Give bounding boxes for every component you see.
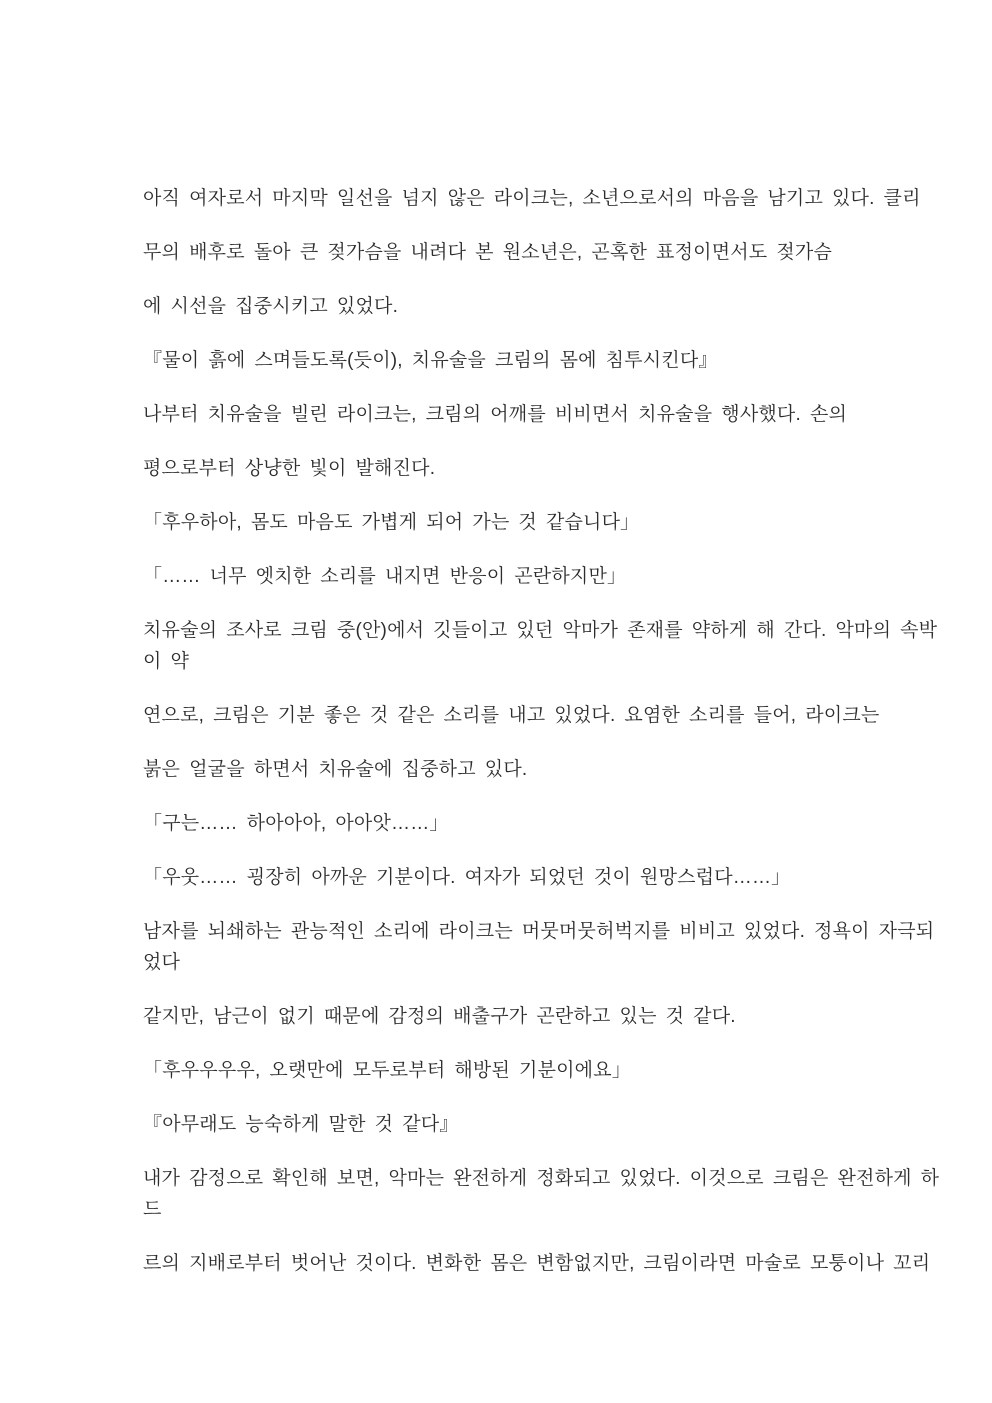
paragraph	[143, 183, 921, 214]
paragraph	[143, 862, 874, 893]
paragraph	[143, 1163, 940, 1225]
paragraph-line: 「…… 너무 엣치한 소리를 내지면 반응이 곤란하지만」	[143, 566, 627, 587]
paragraph-line: 나부터 치유술을 빌린 라이크는, 크림의 어깨를 비비면서 치유술을 행사했다. 손의	[143, 404, 848, 425]
paragraph	[143, 399, 874, 430]
paragraph	[143, 754, 874, 785]
paragraph-line: 연으로, 크림은 기분 좋은 것 같은 소리를 내고 있었다. 요염한 소리를 들어, 라이크는	[143, 705, 880, 726]
paragraph	[143, 808, 874, 839]
paragraph	[143, 507, 874, 538]
paragraph-line: 었다	[143, 952, 181, 973]
paragraph	[143, 561, 874, 592]
paragraph	[143, 1055, 874, 1086]
paragraph-line: 이 약	[143, 651, 190, 672]
document-text-body	[143, 183, 940, 1279]
paragraph-line: 르의 지배로부터 벗어난 것이다. 변화한 몸은 변함없지만, 크림이라면 마술로 모퉁이나 꼬리	[143, 1253, 931, 1274]
paragraph-line: 「우웃…… 굉장히 아까운 기분이다. 여자가 되었던 것이 원망스럽다……」	[143, 867, 791, 888]
paragraph-line: 『아무래도 능숙하게 말한 것 같다』	[143, 1114, 459, 1135]
paragraph-line: 치유술의 조사로 크림 중(안)에서 깃들이고 있던 악마가 존재를 약하게 해 간다. 악마의 속박	[143, 620, 938, 641]
paragraph	[143, 1001, 874, 1032]
paragraph	[143, 700, 880, 731]
paragraph-line: 붉은 얼굴을 하면서 치유술에 집중하고 있다.	[143, 759, 528, 780]
paragraph	[143, 1248, 931, 1279]
paragraph	[143, 291, 874, 322]
paragraph	[143, 615, 938, 677]
paragraph-line: 『물이 흙에 스며들도록(듯이), 치유술을 크림의 몸에 침투시킨다』	[143, 350, 718, 371]
paragraph-line: 같지만, 남근이 없기 때문에 감정의 배출구가 곤란하고 있는 것 같다.	[143, 1006, 736, 1027]
paragraph-line: 「후우하아, 몸도 마음도 가볍게 되어 가는 것 같습니다」	[143, 512, 640, 533]
paragraph	[143, 237, 874, 268]
paragraph	[143, 345, 874, 376]
paragraph-line: 내가 감정으로 확인해 보면, 악마는 완전하게 정화되고 있었다. 이것으로 크림은 완전하게 하	[143, 1168, 940, 1189]
paragraph-line: 「구는…… 하아아아, 아아앗……」	[143, 813, 449, 834]
paragraph-line: 에 시선을 집중시키고 있었다.	[143, 296, 399, 317]
paragraph-line: 아직 여자로서 마지막 일선을 넘지 않은 라이크는, 소년으로서의 마음을 남기고 있다. 클리	[143, 188, 921, 209]
paragraph	[143, 916, 935, 978]
paragraph-line: 드	[143, 1199, 162, 1220]
paragraph-line: 「후우우우우, 오랫만에 모두로부터 해방된 기분이에요」	[143, 1060, 631, 1081]
paragraph-line: 남자를 뇌쇄하는 관능적인 소리에 라이크는 머뭇머뭇허벅지를 비비고 있었다. 정욕이 자극되	[143, 921, 935, 942]
paragraph	[143, 1109, 874, 1140]
paragraph	[143, 453, 874, 484]
paragraph-line: 평으로부터 상냥한 빛이 발해진다.	[143, 458, 436, 479]
paragraph-line: 무의 배후로 돌아 큰 젖가슴을 내려다 본 원소년은, 곤혹한 표정이면서도 젖가슴	[143, 242, 832, 263]
